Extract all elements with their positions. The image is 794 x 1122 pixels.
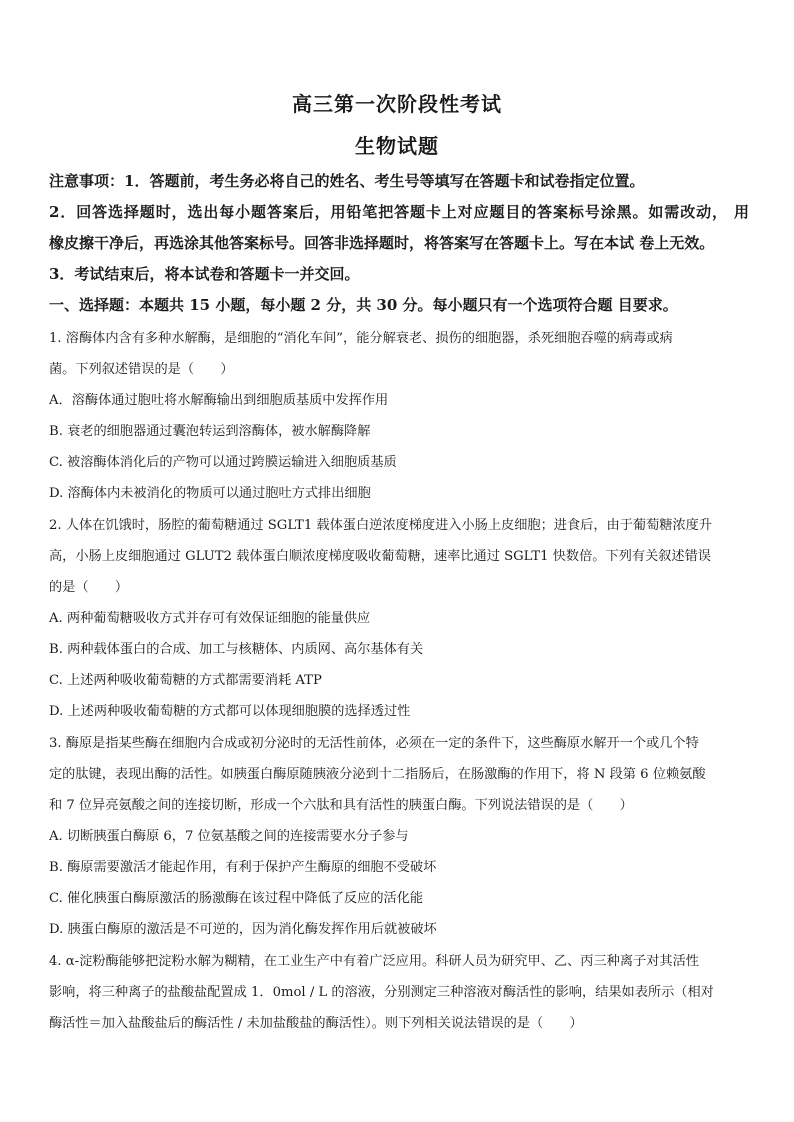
- note-line: 3．考试结束后，将本试卷和答题卡一并交回。: [49, 265, 360, 283]
- option-d: D. 胰蛋白酶原的激活是不可逆的，因为消化酶发挥作用后就被破坏: [49, 922, 437, 937]
- option-a: A．溶酶体通过胞吐将水解酶输出到细胞质基质中发挥作用: [49, 393, 389, 408]
- option-c: C. 催化胰蛋白酶原激活的肠激酶在该过程中降低了反应的活化能: [49, 891, 424, 906]
- question-stem-line: 酶活性＝加入盐酸盐后的酶活性 / 未加盐酸盐的酶活性）。则下列相关说法错误的是（ ）: [49, 1016, 583, 1031]
- section-heading: 一、选择题：本题共 15 小题，每小题 2 分，共 30 分。每小题只有一个选项符合题 目要求。: [49, 296, 678, 314]
- option-b: B. 衰老的细胞器通过囊泡转运到溶酶体，被水解酶降解: [49, 424, 371, 439]
- exam-subtitle: 生物试题: [355, 134, 439, 158]
- question-stem-line: 1. 溶酶体内含有多种水解酶，是细胞的“消化车间”，能分解衰老、损伤的细胞器，杀死细胞吞噬的病毒或病: [49, 331, 673, 346]
- question-stem-line: 影响，将三种离子的盐酸盐配置成 1．0mol / L 的溶液，分别测定三种溶液对酶活性的影响，结果如表所示（相对: [49, 985, 714, 1000]
- option-a: A. 切断胰蛋白酶原 6，7 位氨基酸之间的连接需要水分子参与: [49, 829, 409, 844]
- note-line: 注意事项：1．答题前，考生务必将自己的姓名、考生号等填写在答题卡和试卷指定位置。: [49, 172, 645, 190]
- option-d: D. 上述两种吸收葡萄糖的方式都可以体现细胞膜的选择透过性: [49, 704, 411, 719]
- note-line: 2．回答选择题时，选出每小题答案后，用铅笔把答题卡上对应题目的答案标号涂黑。如需改动， 用: [49, 203, 749, 221]
- question-stem-line: 2. 人体在饥饿时，肠腔的葡萄糖通过 SGLT1 载体蛋白逆浓度梯度进入小肠上皮细胞；进食后，由于葡萄糖浓度升: [49, 518, 713, 533]
- option-c: C. 被溶酶体消化后的产物可以通过跨膜运输进入细胞质基质: [49, 455, 397, 470]
- option-d: D. 溶酶体内未被消化的物质可以通过胞吐方式排出细胞: [49, 486, 371, 501]
- option-c: C. 上述两种吸收葡萄糖的方式都需要消耗 ATP: [49, 673, 322, 688]
- question-stem-line: 和 7 位异亮氨酸之间的连接切断，形成一个六肽和具有活性的胰蛋白酶。下列说法错误的是（ ）: [49, 798, 633, 813]
- question-stem-line: 高，小肠上皮细胞通过 GLUT2 载体蛋白顺浓度梯度吸收葡萄糖，速率比通过 SGLT1 快数倍。下列有关叙述错误: [49, 549, 711, 564]
- question-stem-line: 的是（ ）: [49, 580, 129, 595]
- option-a: A. 两种葡萄糖吸收方式并存可有效保证细胞的能量供应: [49, 611, 371, 626]
- option-b: B. 酶原需要激活才能起作用，有利于保护产生酶原的细胞不受破坏: [49, 860, 437, 875]
- option-b: B. 两种载体蛋白的合成、加工与核糖体、内质网、高尔基体有关: [49, 642, 424, 657]
- question-stem-line: 4. α-淀粉酶能够把淀粉水解为糊精，在工业生产中有着广泛应用。科研人员为研究甲、乙、丙三种离子对其活性: [49, 954, 699, 969]
- question-stem-line: 定的肽键，表现出酶的活性。如胰蛋白酶原随胰液分泌到十二指肠后，在肠激酶的作用下，将 N 段第 6 位赖氨酸: [49, 767, 706, 782]
- question-stem-line: 3. 酶原是指某些酶在细胞内合成或初分泌时的无活性前体，必须在一定的条件下，这些酶原水解开一个或几个特: [49, 736, 699, 751]
- note-line: 橡皮擦干净后，再选涂其他答案标号。回答非选择题时，将答案写在答题卡上。写在本试 卷上无效。: [49, 234, 715, 252]
- question-stem-line: 菌。下列叙述错误的是（ ）: [49, 362, 234, 377]
- exam-title: 高三第一次阶段性考试: [292, 92, 502, 116]
